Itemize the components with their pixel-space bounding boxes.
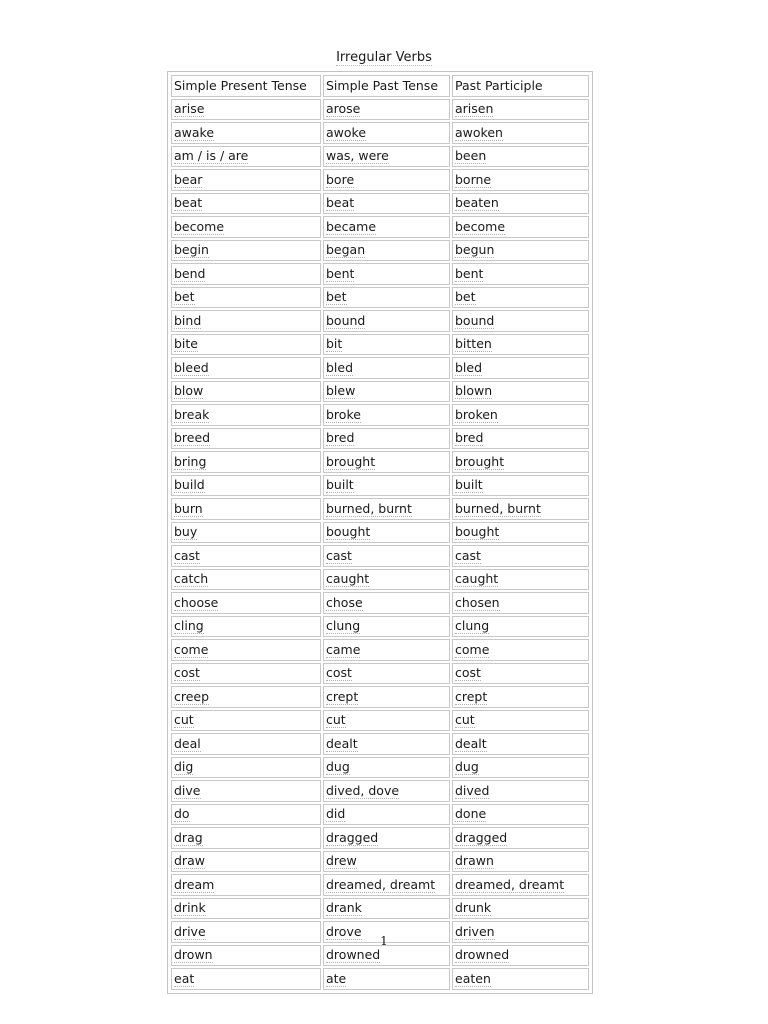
verb-form: was, were <box>326 148 389 164</box>
header-past-participle: Past Participle <box>452 75 589 97</box>
header-simple-past: Simple Past Tense <box>323 75 450 97</box>
table-row <box>171 287 589 309</box>
table-cell-past-participle <box>452 663 589 685</box>
verb-form: been <box>455 148 487 164</box>
verb-form: deal <box>174 735 201 751</box>
table-row <box>171 569 589 591</box>
table-cell-simple-present <box>171 569 321 591</box>
table-cell-simple-past <box>323 804 450 826</box>
table-cell-past-participle <box>452 216 589 238</box>
verb-form: drew <box>326 853 357 869</box>
table-cell-simple-present <box>171 710 321 732</box>
verb-form: began <box>326 242 366 258</box>
verb-form: drowned <box>326 947 381 963</box>
verb-form: dig <box>174 759 194 775</box>
verb-form: cut <box>455 712 475 728</box>
verb-form: driven <box>455 923 495 939</box>
verb-form: bled <box>326 359 354 375</box>
table-row <box>171 710 589 732</box>
verb-form: chose <box>326 594 363 610</box>
verb-form: break <box>174 406 210 422</box>
table-cell-simple-past <box>323 898 450 920</box>
verb-form: ate <box>326 970 347 986</box>
table-row <box>171 451 589 473</box>
table-row <box>171 827 589 849</box>
table-cell-simple-past <box>323 334 450 356</box>
table-cell-past-participle <box>452 898 589 920</box>
table-cell-simple-present <box>171 733 321 755</box>
table-cell-past-participle <box>452 146 589 168</box>
verb-form: cast <box>326 547 352 563</box>
table-cell-simple-past <box>323 428 450 450</box>
table-cell-past-participle <box>452 310 589 332</box>
table-cell-past-participle <box>452 169 589 191</box>
verb-form: become <box>174 218 225 234</box>
table-row <box>171 968 589 990</box>
verb-form: bought <box>455 524 500 540</box>
table-cell-simple-present <box>171 216 321 238</box>
verb-form: dragged <box>455 829 508 845</box>
table-cell-simple-present <box>171 334 321 356</box>
verb-form: brought <box>455 453 505 469</box>
table-cell-simple-past <box>323 616 450 638</box>
verb-form: dreamed, dreamt <box>455 876 565 892</box>
verb-form: bear <box>174 171 203 187</box>
table-cell-simple-present <box>171 898 321 920</box>
table-cell-simple-present <box>171 874 321 896</box>
verb-form: become <box>455 218 506 234</box>
verb-form: bind <box>174 312 202 328</box>
table-row <box>171 146 589 168</box>
verb-form: burn <box>174 500 203 516</box>
verb-form: build <box>174 477 205 493</box>
table-row <box>171 240 589 262</box>
table-cell-past-participle <box>452 263 589 285</box>
verb-form: clung <box>455 618 490 634</box>
verb-form: dive <box>174 782 201 798</box>
verb-form: caught <box>326 571 370 587</box>
table-cell-simple-past <box>323 357 450 379</box>
verb-form: bred <box>455 430 484 446</box>
verb-form: arisen <box>455 101 494 117</box>
table-cell-past-participle <box>452 381 589 403</box>
verb-form: dived, dove <box>326 782 400 798</box>
table-row <box>171 428 589 450</box>
verb-form: cast <box>455 547 481 563</box>
verb-form: cut <box>174 712 194 728</box>
table-cell-past-participle <box>452 569 589 591</box>
verb-form: dealt <box>455 735 487 751</box>
verb-form: blown <box>455 383 493 399</box>
verb-form: dealt <box>326 735 358 751</box>
verb-form: built <box>455 477 483 493</box>
table-row <box>171 780 589 802</box>
verb-form: bought <box>326 524 371 540</box>
verb-form: drown <box>174 947 213 963</box>
table-row <box>171 381 589 403</box>
verb-form: eaten <box>455 970 491 986</box>
table-row <box>171 639 589 661</box>
table-row <box>171 122 589 144</box>
table-cell-past-participle <box>452 475 589 497</box>
table-row <box>171 592 589 614</box>
verb-form: drunk <box>455 900 492 916</box>
table-cell-simple-past <box>323 240 450 262</box>
table-row <box>171 357 589 379</box>
table-cell-past-participle <box>452 710 589 732</box>
table-row <box>171 663 589 685</box>
verb-form: chosen <box>455 594 500 610</box>
table-cell-simple-past <box>323 451 450 473</box>
table-cell-past-participle <box>452 686 589 708</box>
verb-form: beat <box>326 195 355 211</box>
verb-form: drove <box>326 923 362 939</box>
verb-form: come <box>455 641 490 657</box>
table-cell-simple-past <box>323 851 450 873</box>
table-cell-simple-past <box>323 780 450 802</box>
verb-form: drawn <box>455 853 494 869</box>
table-cell-simple-past <box>323 216 450 238</box>
table-cell-simple-present <box>171 545 321 567</box>
verb-form: did <box>326 806 346 822</box>
verb-form: begin <box>174 242 209 258</box>
table-header-row <box>171 75 589 97</box>
verb-form: dug <box>455 759 479 775</box>
verb-form: bred <box>326 430 355 446</box>
table-cell-simple-present <box>171 780 321 802</box>
verb-form: came <box>326 641 361 657</box>
table-cell-simple-present <box>171 827 321 849</box>
table-cell-simple-past <box>323 592 450 614</box>
table-cell-simple-past <box>323 968 450 990</box>
table-row <box>171 851 589 873</box>
verb-form: cut <box>326 712 346 728</box>
table-cell-past-participle <box>452 357 589 379</box>
table-cell-simple-present <box>171 404 321 426</box>
table-cell-past-participle <box>452 592 589 614</box>
table-cell-simple-present <box>171 686 321 708</box>
verb-form: arise <box>174 101 205 117</box>
table-body <box>171 99 589 990</box>
table-cell-simple-past <box>323 475 450 497</box>
table-cell-simple-past <box>323 287 450 309</box>
verb-form: bet <box>174 289 195 305</box>
table-cell-simple-present <box>171 146 321 168</box>
verb-form: catch <box>174 571 209 587</box>
verb-form: buy <box>174 524 198 540</box>
verb-form: caught <box>455 571 499 587</box>
table-cell-past-participle <box>452 99 589 121</box>
verb-form: drink <box>174 900 206 916</box>
table-cell-past-participle <box>452 240 589 262</box>
verb-form: crept <box>455 688 488 704</box>
verb-form: come <box>174 641 209 657</box>
verb-form: dragged <box>326 829 379 845</box>
verb-form: dream <box>174 876 215 892</box>
verb-form: cost <box>326 665 352 681</box>
verb-form: bent <box>455 265 484 281</box>
table-cell-simple-present <box>171 757 321 779</box>
verb-form: borne <box>455 171 492 187</box>
verb-form: begun <box>455 242 495 258</box>
irregular-verbs-table <box>167 71 593 994</box>
table-cell-past-participle <box>452 757 589 779</box>
verb-form: broken <box>455 406 498 422</box>
verb-form: bound <box>455 312 495 328</box>
verb-form: bent <box>326 265 355 281</box>
table-cell-past-participle <box>452 404 589 426</box>
table-row <box>171 216 589 238</box>
verb-form: dreamed, dreamt <box>326 876 436 892</box>
table-cell-simple-present <box>171 616 321 638</box>
table-cell-simple-present <box>171 498 321 520</box>
table-row <box>171 310 589 332</box>
table-cell-past-participle <box>452 451 589 473</box>
table-row <box>171 874 589 896</box>
verb-form: burned, burnt <box>326 500 412 516</box>
verb-form: bit <box>326 336 343 352</box>
verb-form: do <box>174 806 190 822</box>
table-cell-past-participle <box>452 780 589 802</box>
table-cell-simple-present <box>171 851 321 873</box>
table-cell-past-participle <box>452 498 589 520</box>
table-cell-simple-present <box>171 522 321 544</box>
table-cell-simple-past <box>323 122 450 144</box>
table-row <box>171 334 589 356</box>
verb-form: crept <box>326 688 359 704</box>
table-cell-simple-past <box>323 733 450 755</box>
verb-form: drive <box>174 923 206 939</box>
table-cell-simple-present <box>171 968 321 990</box>
table-cell-simple-present <box>171 381 321 403</box>
verb-form: beaten <box>455 195 499 211</box>
verb-form: bound <box>326 312 366 328</box>
header-simple-present: Simple Present Tense <box>171 75 321 97</box>
table-cell-simple-present <box>171 475 321 497</box>
table-cell-simple-past <box>323 310 450 332</box>
table-cell-past-participle <box>452 968 589 990</box>
verb-form: bend <box>174 265 206 281</box>
table-cell-simple-past <box>323 146 450 168</box>
table-cell-simple-present <box>171 287 321 309</box>
verb-form: drank <box>326 900 362 916</box>
table-row <box>171 263 589 285</box>
table-cell-simple-past <box>323 263 450 285</box>
table-cell-simple-past <box>323 757 450 779</box>
table-cell-simple-present <box>171 663 321 685</box>
verb-form: done <box>455 806 487 822</box>
verb-form: awoken <box>455 124 503 140</box>
table-cell-past-participle <box>452 122 589 144</box>
verb-form: bite <box>174 336 198 352</box>
verb-form: clung <box>326 618 361 634</box>
verb-form: dived <box>455 782 490 798</box>
verb-form: cast <box>174 547 200 563</box>
table-row <box>171 99 589 121</box>
table-row <box>171 733 589 755</box>
verb-form: bore <box>326 171 355 187</box>
table-cell-simple-present <box>171 592 321 614</box>
table-cell-simple-past <box>323 827 450 849</box>
table-row <box>171 404 589 426</box>
verb-form: became <box>326 218 377 234</box>
table-cell-simple-present <box>171 310 321 332</box>
table-cell-simple-present <box>171 169 321 191</box>
table-cell-past-participle <box>452 522 589 544</box>
table-cell-simple-past <box>323 522 450 544</box>
table-cell-past-participle <box>452 851 589 873</box>
verb-form: beat <box>174 195 203 211</box>
table-cell-past-participle <box>452 287 589 309</box>
table-row <box>171 169 589 191</box>
verb-form: dug <box>326 759 350 775</box>
table-row <box>171 475 589 497</box>
verb-form: burned, burnt <box>455 500 541 516</box>
table-cell-past-participle <box>452 193 589 215</box>
table-cell-simple-present <box>171 639 321 661</box>
table-cell-simple-past <box>323 569 450 591</box>
table-row <box>171 545 589 567</box>
table-cell-simple-past <box>323 498 450 520</box>
verb-form: am / is / are <box>174 148 249 164</box>
verb-form: awoke <box>326 124 367 140</box>
table-cell-past-participle <box>452 804 589 826</box>
table-cell-simple-past <box>323 404 450 426</box>
table-row <box>171 522 589 544</box>
table-cell-simple-present <box>171 122 321 144</box>
table-cell-past-participle <box>452 616 589 638</box>
verb-form: cost <box>455 665 481 681</box>
verb-form: blew <box>326 383 356 399</box>
table-row <box>171 757 589 779</box>
table-cell-past-participle <box>452 639 589 661</box>
table-cell-past-participle <box>452 827 589 849</box>
table-cell-past-participle <box>452 733 589 755</box>
verb-form: awake <box>174 124 215 140</box>
verb-form: cling <box>174 618 204 634</box>
table-cell-simple-past <box>323 639 450 661</box>
verb-form: eat <box>174 970 195 986</box>
verb-form: bled <box>455 359 483 375</box>
table-cell-simple-past <box>323 193 450 215</box>
verb-form: draw <box>174 853 205 869</box>
table-cell-simple-past <box>323 545 450 567</box>
table-cell-simple-present <box>171 451 321 473</box>
verb-form: bitten <box>455 336 492 352</box>
verb-form: choose <box>174 594 219 610</box>
page-title <box>0 49 768 67</box>
table-cell-simple-past <box>323 686 450 708</box>
page-title-text: Irregular Verbs <box>336 50 432 65</box>
table-cell-simple-present <box>171 263 321 285</box>
verb-form: drowned <box>455 947 510 963</box>
verb-form: drag <box>174 829 203 845</box>
table-row <box>171 616 589 638</box>
verb-form: built <box>326 477 354 493</box>
table-cell-simple-present <box>171 193 321 215</box>
verb-form: bet <box>455 289 476 305</box>
table-cell-simple-past <box>323 874 450 896</box>
table-row <box>171 898 589 920</box>
verb-form: arose <box>326 101 361 117</box>
table-cell-simple-past <box>323 381 450 403</box>
verb-form: blow <box>174 383 204 399</box>
verb-form: cost <box>174 665 200 681</box>
table-cell-simple-present <box>171 357 321 379</box>
table-cell-simple-past <box>323 710 450 732</box>
verb-form: bleed <box>174 359 209 375</box>
table-cell-simple-present <box>171 99 321 121</box>
verb-form: brought <box>326 453 376 469</box>
table-cell-simple-past <box>323 663 450 685</box>
table-row <box>171 498 589 520</box>
page-number: 1 <box>380 934 388 948</box>
table-cell-simple-past <box>323 169 450 191</box>
table-row <box>171 804 589 826</box>
verb-form: broke <box>326 406 361 422</box>
table-cell-simple-past <box>323 99 450 121</box>
verb-form: breed <box>174 430 211 446</box>
table-cell-simple-present <box>171 804 321 826</box>
table-cell-past-participle <box>452 545 589 567</box>
table-cell-simple-present <box>171 240 321 262</box>
verb-form: creep <box>174 688 210 704</box>
table-row <box>171 193 589 215</box>
verb-form: bring <box>174 453 207 469</box>
table-cell-past-participle <box>452 874 589 896</box>
table-cell-simple-present <box>171 428 321 450</box>
verb-form: bet <box>326 289 347 305</box>
table-cell-past-participle <box>452 334 589 356</box>
table-cell-past-participle <box>452 428 589 450</box>
table-row <box>171 686 589 708</box>
